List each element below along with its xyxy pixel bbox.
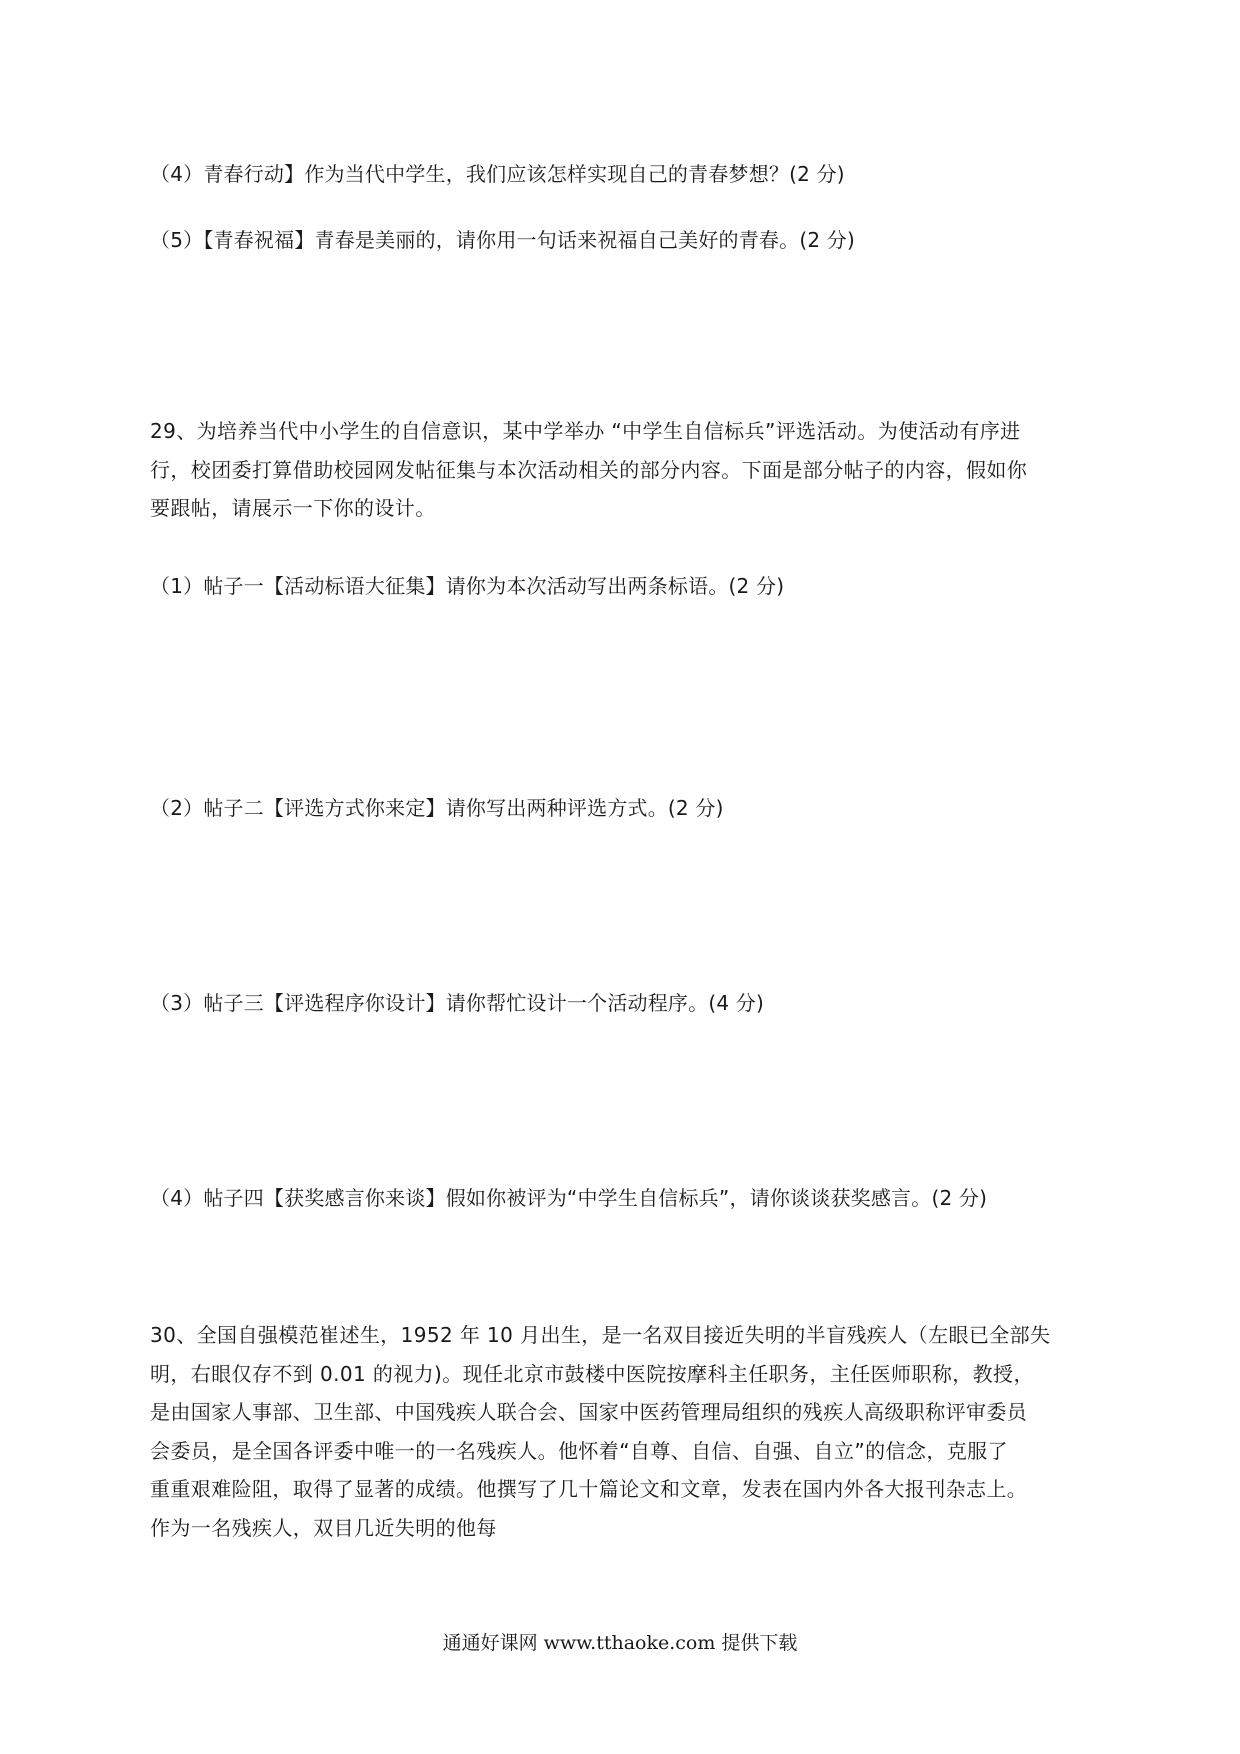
page-footer: 通通好课网 www.tthaoke.com 提供下载 <box>442 1632 798 1654</box>
question-29-part-2: （2）帖子二【评选方式你来定】请你写出两种评选方式。(2 分) <box>150 796 724 820</box>
question-28-part-4: （4）青春行动】作为当代中学生，我们应该怎样实现自己的青春梦想？(2 分) <box>150 162 845 186</box>
question-29-stem-line: 行，校团委打算借助校园网发帖征集与本次活动相关的部分内容。下面是部分帖子的内容，假如你 <box>150 457 1028 482</box>
question-30-body <box>150 1316 1095 1547</box>
question-29-stem <box>150 412 1095 528</box>
question-29-part-3: （3）帖子三【评选程序你设计】请你帮忙设计一个活动程序。(4 分) <box>150 991 765 1015</box>
question-30-line: 重重艰难险阻，取得了显著的成绩。他撰写了几十篇论文和文章，发表在国内外各大报刊杂志上。 <box>150 1477 1028 1501</box>
question-30-line: 是由国家人事部、卫生部、中国残疾人联合会、国家中医药管理局组织的残疾人高级职称评审委员 <box>150 1400 1028 1424</box>
question-29-stem-line: 要跟帖，请展示一下你的设计。 <box>150 496 436 520</box>
question-30-line: 30、全国自强模范崔述生，1952 年 10 月出生，是一名双目接近失明的半盲残疾人（左眼已全部失 <box>150 1323 1051 1347</box>
question-29-part-1: （1）帖子一【活动标语大征集】请你为本次活动写出两条标语。(2 分) <box>150 574 785 598</box>
question-30-line: 会委员，是全国各评委中唯一的一名残疾人。他怀着“自尊、自信、自强、自立”的信念，克服了 <box>150 1438 1008 1463</box>
question-29-part-4: （4）帖子四【获奖感言你来谈】假如你被评为“中学生自信标兵”，请你谈谈获奖感言。(2 分) <box>150 1186 988 1210</box>
question-30-line: 作为一名残疾人，双目几近失明的他每 <box>150 1515 497 1540</box>
question-30-line: 明，右眼仅存不到 0.01 的视力)。现任北京市鼓楼中医院按摩科主任职务，主任医师职称，教授， <box>150 1361 1034 1386</box>
question-29-stem-line: 29、为培养当代中小学生的自信意识，某中学举办 “中学生自信标兵”评选活动。为使活动有序进 <box>150 419 1021 443</box>
question-28-part-5: （5）【青春祝福】青春是美丽的，请你用一句话来祝福自己美好的青春。(2 分) <box>150 228 856 252</box>
